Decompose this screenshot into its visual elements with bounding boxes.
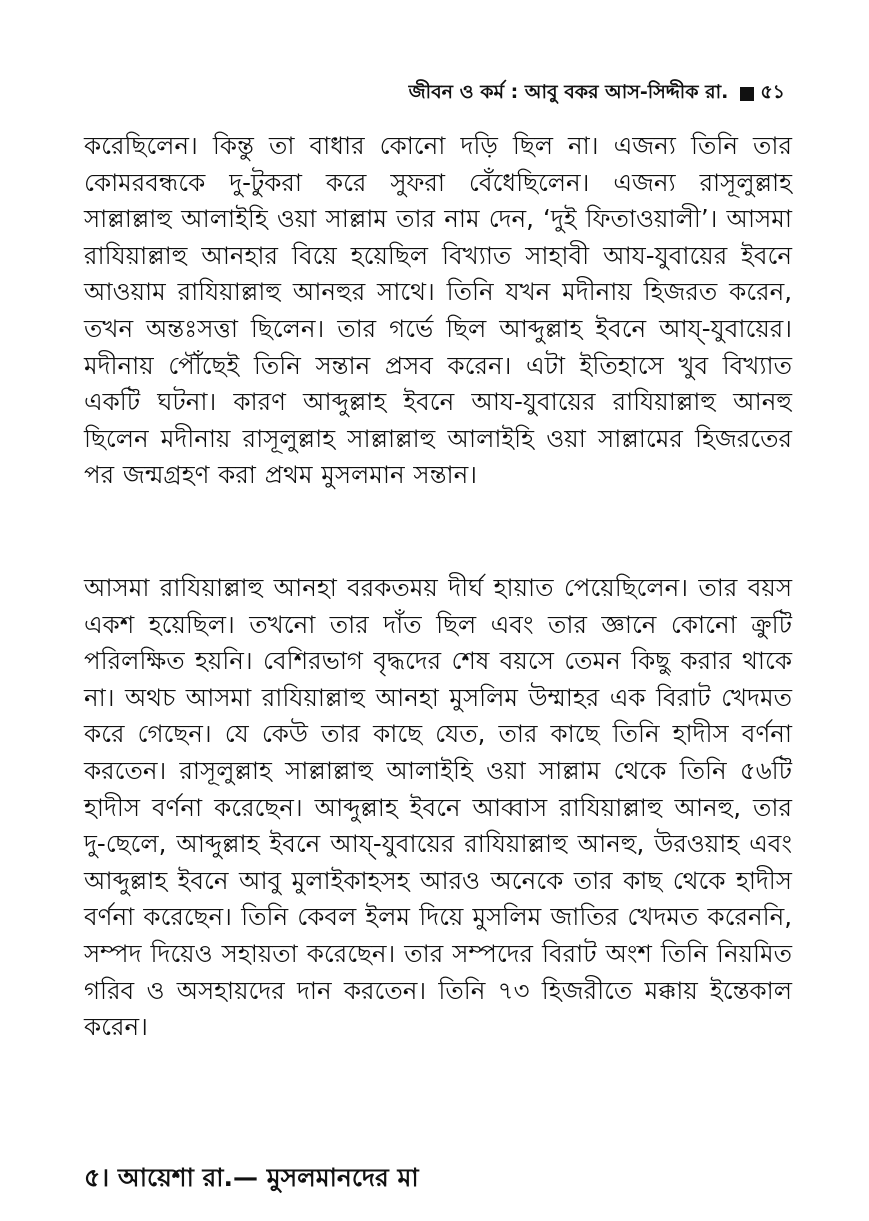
section-heading: ৫। আয়েশা রা.— মুসলমানদের মা (84, 1163, 419, 1192)
square-bullet-icon (740, 87, 754, 101)
running-header (409, 78, 785, 110)
page-number: ৫১ (760, 81, 785, 103)
paragraph-1: করেছিলেন। কিন্তু তা বাধার কোনো দড়ি ছিল না। এজন্য তিনি তার কোমরবন্ধকে দু-টুকরা করে সুফরা বেঁধেছিলেন। এজন্য রাসূলুল্লাহ সাল্লাল্লাহু আলাইহি ওয়া সাল্লাম তার নাম দেন, ‘দুই ফিতাওয়ালী’। আসমা রাযিয়াল্লাহু আনহার বিয়ে হয়েছিল বিখ্যাত সাহাবী আয-যুবায়ের ইবনে আওয়াম রাযিয়াল্লাহু আনহুর সাথে। তিনি যখন মদীনায় হিজরত করেন, তখন অন্তঃসত্তা ছিলেন। তার গর্ভে ছিল আব্দুল্লাহ ইবনে আয্-যুবায়ের। মদীনায় পৌঁছেই তিনি সন্তান প্রসব করেন। এটা ইতিহাসে খুব বিখ্যাত একটি ঘটনা। কারণ আব্দুল্লাহ ইবনে আয-যুবায়ের রাযিয়াল্লাহু আনহু ছিলেন মদীনায় রাসূলুল্লাহ সাল্লাল্লাহু আলাইহি ওয়া সাল্লামের হিজরতের পর জন্মগ্রহণ করা প্রথম মুসলমান সন্তান। (84, 131, 792, 490)
paragraph-2: আসমা রাযিয়াল্লাহু আনহা বরকতময় দীর্ঘ হায়াত পেয়েছিলেন। তার বয়স একশ হয়েছিল। তখনো তার দাঁত ছিল এবং তার জ্ঞানে কোনো ক্রুটি পরিলক্ষিত হয়নি। বেশিরভাগ বৃদ্ধদের শেষ বয়সে তেমন কিছু করার থাকে না। অথচ আসমা রাযিয়াল্লাহু আনহা মুসলিম উম্মাহর এক বিরাট খেদমত করে গেছেন। যে কেউ তার কাছে যেত, তার কাছে তিনি হাদীস বর্ণনা করতেন। রাসূলুল্লাহ সাল্লাল্লাহু আলাইহি ওয়া সাল্লাম থেকে তিনি ৫৬টি হাদীস বর্ণনা করেছেন। আব্দুল্লাহ ইবনে আব্বাস রাযিয়াল্লাহু আনহু, তার দু-ছেলে, আব্দুল্লাহ ইবনে আয্-যুবায়ের রাযিয়াল্লাহু আনহু, উরওয়াহ এবং আব্দুল্লাহ ইবনে আবু মুলাইকাহসহ আরও অনেকে তার কাছ থেকে হাদীস বর্ণনা করেছেন। তিনি কেবল ইলম দিয়ে মুসলিম জাতির খেদমত করেননি, সম্পদ দিয়েও সহায়তা করেছেন। তার সম্পদের বিরাট অংশ তিনি নিয়মিত গরিব ও অসহায়দের দান করতেন। তিনি ৭৩ হিজরীতে মক্কায় ইন্তেকাল করেন। (84, 573, 792, 1042)
running-title: জীবন ও কর্ম : আবু বকর আস-সিদ্দীক রা. (408, 81, 729, 103)
